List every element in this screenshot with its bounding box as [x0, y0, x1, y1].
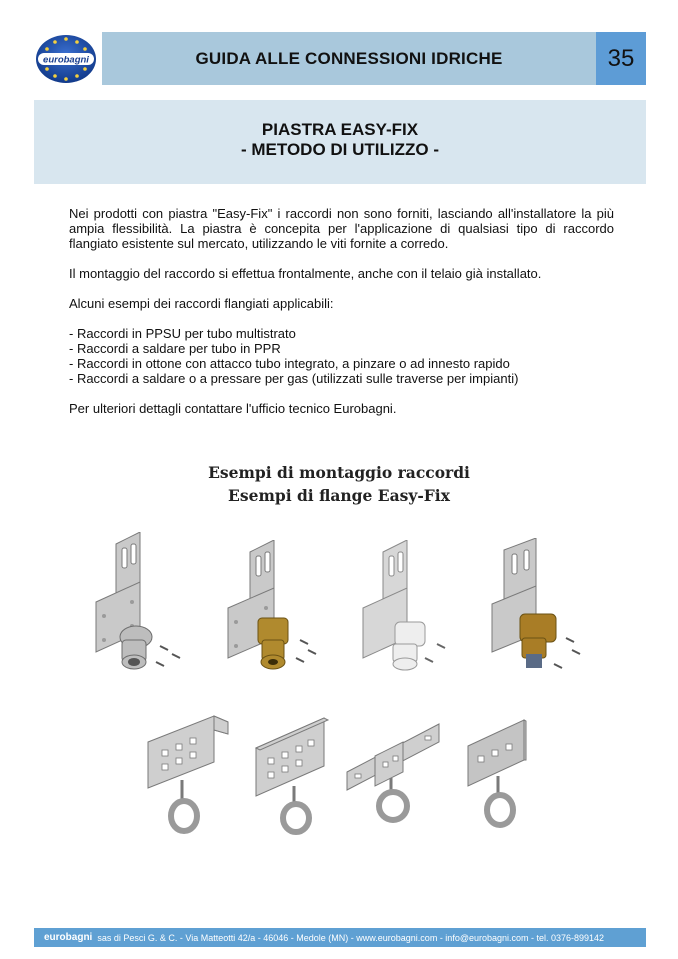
- examples-intro: Alcuni esempi dei raccordi flangiati applicabili:: [69, 296, 334, 311]
- intro-paragraph: Nei prodotti con piastra "Easy-Fix" i raccordi non sono forniti, lasciando all'installatore la più ampia flessibilità. La piastra è concepita per l'applicazione di qualsiasi tipo di raccordo flangiato esistente sul mercato, utilizzando le viti fornite a corredo.: [69, 206, 614, 251]
- section-title: PIASTRA EASY-FIX: [261, 120, 419, 139]
- plate-ppr-fitting-image: [220, 540, 330, 680]
- page-number: 35: [596, 32, 646, 85]
- logo-wordmark: eurobagni: [43, 54, 89, 66]
- footer-contact-text: sas di Pesci G. & C. - Via Matteotti 42/a - 46046 - Medole (MN) - www.eurobagni.com - info@eurobagni.com - tel. 0376-899142: [97, 932, 605, 943]
- list-item: - Raccordi a saldare o a pressare per gas (utilizzati sulle traverse per impianti): [69, 371, 519, 386]
- easyfix-flange-3-image: [345, 718, 445, 833]
- plate-brass-fitting-image: [355, 540, 465, 680]
- easyfix-flange-2-image: [250, 712, 345, 837]
- plate-ppsu-fitting-image: [88, 532, 198, 680]
- figure-title-mounting: Esempi di montaggio raccordi: [208, 463, 470, 482]
- footer-brand: eurobagni: [44, 932, 93, 943]
- mounting-paragraph: Il montaggio del raccordo si effettua frontalmente, anche con il telaio già installato.: [69, 266, 542, 281]
- section-subtitle: - METODO DI UTILIZZO -: [241, 140, 439, 159]
- plate-gas-fitting-image: [488, 538, 598, 678]
- contact-paragraph: Per ulteriori dettagli contattare l'ufficio tecnico Eurobagni.: [69, 401, 397, 416]
- header-bar: [102, 32, 596, 85]
- easyfix-flange-4-image: [462, 712, 557, 837]
- list-item: - Raccordi in ottone con attacco tubo integrato, a pinzare o ad innesto rapido: [69, 356, 510, 371]
- easyfix-flange-1-image: [140, 712, 235, 837]
- list-item: - Raccordi in PPSU per tubo multistrato: [69, 326, 296, 341]
- list-item: - Raccordi a saldare per tubo in PPR: [69, 341, 281, 356]
- eurobagni-logo: [34, 34, 98, 84]
- header-title: GUIDA ALLE CONNESSIONI IDRICHE: [195, 48, 503, 68]
- section-title-box: [34, 100, 646, 184]
- footer-bar: [34, 928, 646, 947]
- body-text: [69, 206, 614, 416]
- figure-title-flanges: Esempi di flange Easy-Fix: [228, 486, 450, 505]
